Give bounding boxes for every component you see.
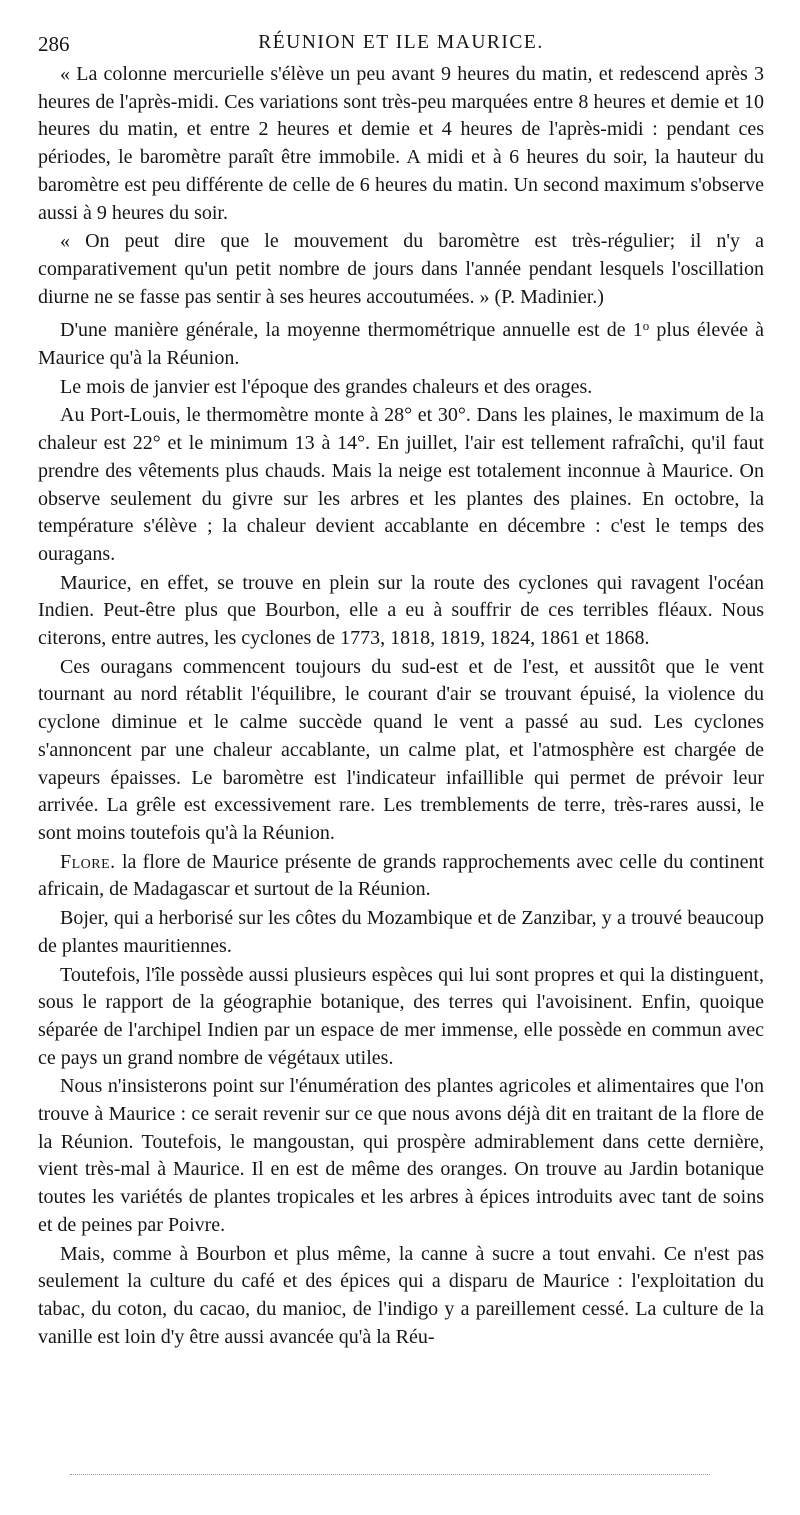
paragraph-plants: Nous n'insisterons point sur l'énumération des plantes agricoles et alimentaires que l'on trouve à Maurice : ce serait revenir sur ce que nous avons déjà dit en traitant de la flore de la Réunion. Toutefois, le mangoustan, qui prospère admirablement dans cette dernière, vient très-mal à Maurice. Il en est de même des oranges. On trouve au Jardin botanique toutes les variétés de plantes tropicales et les arbres à épices introduits avec tant de soins et de peines par Poivre. [38,1075,764,1236]
body-text [38,61,764,1351]
page-header [38,26,764,58]
paragraph-species: Toutefois, l'île possède aussi plusieurs espèces qui lui sont propres et qui la distinguent, sous le rapport de la géographie botanique, des terres qui l'avoisinent. Enfin, quoique séparée de l'archipel Indien par un espace de mer immense, elle possède en commun avec ce pays un grand nombre de végétaux utiles. [38,963,764,1069]
paragraph-flore [38,849,764,904]
paragraph-mean-temperature [38,312,764,372]
paragraph-bojer: Bojer, qui a herborisé sur les côtes du Mozambique et de Zanzibar, y a trouvé beaucoup de plantes mauritiennes. [38,907,764,957]
page-number: 286 [38,32,70,56]
flore-text: la flore de Maurice présente de grands rapprochements avec celle du continent africain, de Madagascar et surtout de la Réunion. [38,850,765,901]
paragraph-barometer-1: « La colonne mercurielle s'élève un peu avant 9 heures du matin, et redescend après 3 heures de l'après-midi. Ces variations sont très-peu marquées entre 8 heures et demie et 10 heures du matin, et entre 2 heures et demie et 4 heures de l'après-midi : pendant ces périodes, le baromètre paraît être immobile. A midi et à 6 heures du soir, la hauteur du baromètre est peu différente de celle de 6 heures du matin. Un second maximum s'observe aussi à 9 heures du soir. [38,63,764,224]
section-label-flore: Flore. [60,850,116,873]
mean-temperature-text-a: D'une manière générale, la moyenne thermométrique annuelle est de 1 [60,319,643,342]
paragraph-sugar-cane: Mais, comme à Bourbon et plus même, la canne à sucre a tout envahi. Ce n'est pas seulement la culture du café et des épices qui a disparu de Maurice : l'exploitation du tabac, du coton, du cacao, du manioc, de l'indigo y a pareillement cessé. La culture de la vanille est loin d'y être aussi avancée qu'à la Réu- [38,1242,764,1348]
footer-rule [70,1474,710,1475]
mean-temperature-text-b: plus élevée à Maurice qu'à la Réunion. [38,319,765,370]
paragraph-barometer-2: « On peut dire que le mouvement du baromètre est très-régulier; il n'y a comparativement qu'un petit nombre de jours dans l'année pendant lesquels l'oscillation diurne ne se fasse pas sentir à ses heures accoutumées. » (P. Madinier.) [38,230,764,308]
degree-superscript: o [642,318,650,334]
paragraph-hurricanes: Ces ouragans commencent toujours du sud-est et de l'est, et aussitôt que le vent tournant au nord rétablit l'équilibre, le courant d'air se trouvant épuisé, la violence du cyclone diminue et le calme succède quand le vent a passé au sud. Les cyclones s'annoncent par une chaleur accablante, un calme plat, et l'atmosphère est chargée de vapeurs épaisses. Le baromètre est l'indicateur infaillible qui permet de prévoir leur arrivée. La grêle est excessivement rare. Les tremblements de terre, très-rares aussi, le sont moins toutefois qu'à la Réunion. [38,655,764,844]
running-head: RÉUNION ET ILE MAURICE. [258,32,544,53]
book-page [38,26,764,1352]
paragraph-port-louis: Au Port-Louis, le thermomètre monte à 28° et 30°. Dans les plaines, le maximum de la chaleur est 22° et le minimum 13 à 14°. En juillet, l'air est tellement rafraîchi, qu'il faut prendre des vêtements plus chauds. Mais la neige est totalement inconnue à Maurice. On observe seulement du givre sur les arbres et les plantes des plaines. En octobre, la température s'élève ; la chaleur devient accablante en décembre : c'est le temps des ouragans. [38,404,764,565]
paragraph-january: Le mois de janvier est l'époque des grandes chaleurs et des orages. [60,375,593,398]
paragraph-cyclones: Maurice, en effet, se trouve en plein sur la route des cyclones qui ravagent l'océan Indien. Peut-être plus que Bourbon, elle a eu à souffrir de ces terribles fléaux. Nous citerons, entre autres, les cyclones de 1773, 1818, 1819, 1824, 1861 et 1868. [38,571,764,650]
